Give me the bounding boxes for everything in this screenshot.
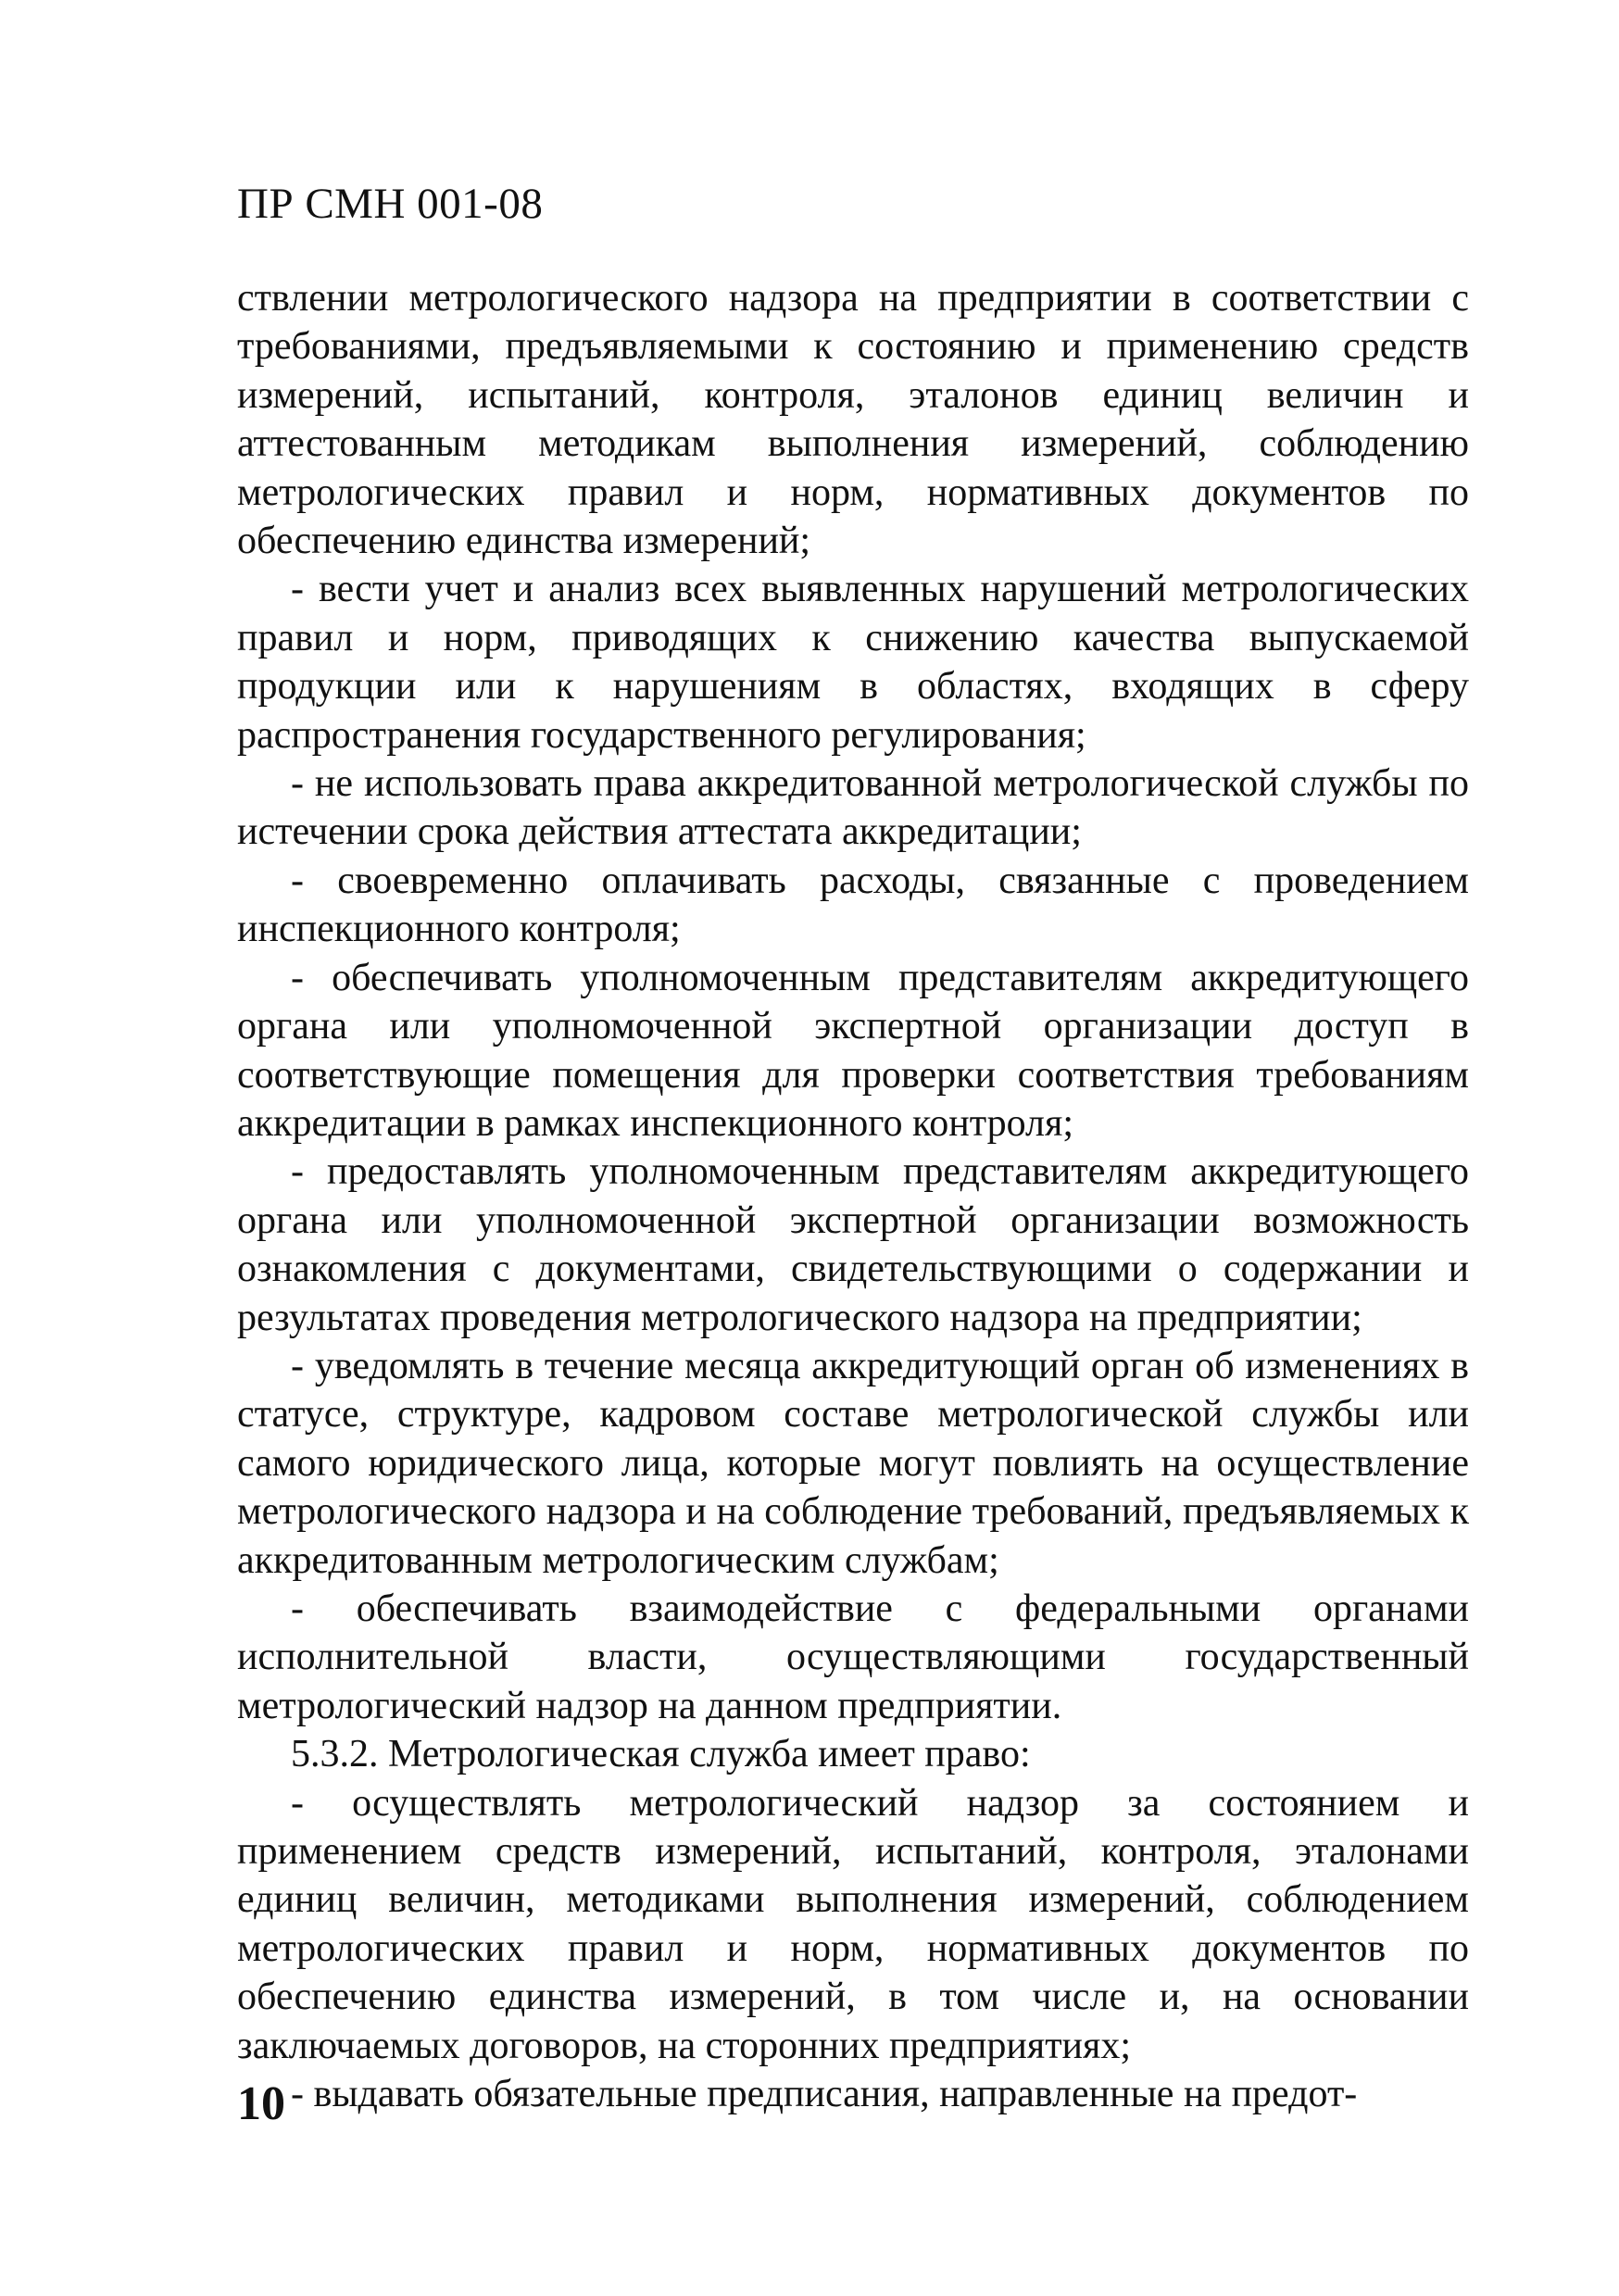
list-item: - уведомлять в течение месяца аккредитующий орган об изменениях в статусе, структуре, кадровом составе метрологической службы или самого юридического лица, которые могут повлиять на осуществление метрологического надзора и на соблюдение требований, предъявляемых к аккредитованным метрологическим службам; (237, 1344, 1469, 1582)
list-item: - вести учет и анализ всех выявленных нарушений метрологических правил и норм, приводящих к снижению качества выпускаемой продукции или к нарушениям в областях, входящих в сферу распространения государственного регулирования; (237, 568, 1469, 757)
list-item: - обеспечивать уполномоченным представителям аккредитующего органа или уполномоченной экспертной организации доступ в соответствующие помещения для проверки соответствия требованиям аккредитации в рамках инспекционного контроля; (237, 956, 1469, 1145)
body-text (237, 274, 1469, 2118)
list-item: - обеспечивать взаимодействие с федеральными органами исполнительной власти, осуществляющими государственный метрологический надзор на данном предприятии. (237, 1587, 1469, 1727)
list-item: - осуществлять метрологический надзор за состоянием и применением средств измерений, испытаний, контроля, эталонами единиц величин, методиками выполнения измерений, соблюдением метрологических правил и норм, нормативных документов по обеспечению единства измерений, в том числе и, на основании заключаемых договоров, на сторонних предприятиях; (237, 1781, 1469, 2067)
paragraph-continuation: ствлении метрологического надзора на предприятии в соответствии с требованиями, предъявляемыми к состоянию и применению средств измерений, испытаний, контроля, эталонов единиц величин и аттестованным методикам выполнения измерений, соблюдению метрологических правил и норм, нормативных документов по обеспечению единства измерений; (237, 277, 1469, 563)
section-heading-5-3-2: 5.3.2. Метрологическая служба имеет право: (291, 1733, 1031, 1776)
list-item: - выдавать обязательные предписания, направленные на предот- (291, 2073, 1358, 2116)
list-item: - не использовать права аккредитованной метрологической службы по истечении срока действия аттестата аккредитации; (237, 762, 1469, 854)
page-number: 10 (237, 2077, 285, 2130)
list-item: - своевременно оплачивать расходы, связанные с проведением инспекционного контроля; (237, 859, 1469, 951)
list-item: - предоставлять уполномоченным представителям аккредитующего органа или уполномоченной экспертной организации возможность ознакомления с документами, свидетельствующими о содержании и результатах проведения метрологического надзора на предприятии; (237, 1150, 1469, 1339)
document-code-header: ПР СМН 001-08 (237, 180, 544, 228)
